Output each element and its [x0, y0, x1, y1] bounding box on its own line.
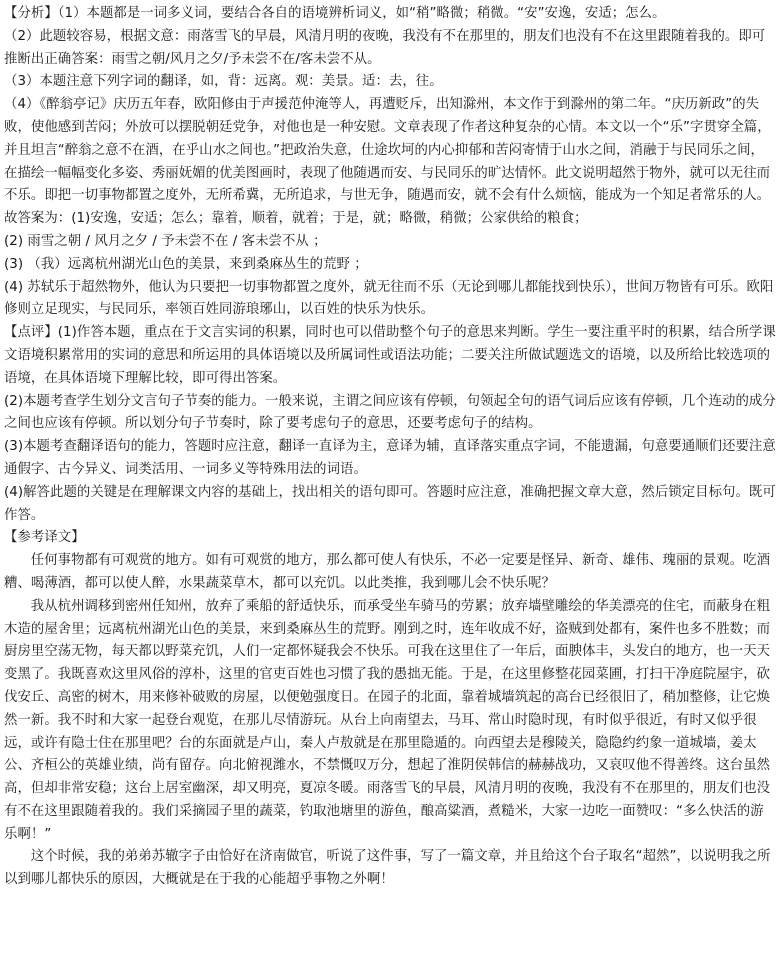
answer-intro: 故答案为：(1)安逸，安适；怎么；靠着，顺着，就着；于是，就；略微，稍微；公家供给的粮食；: [4, 211, 588, 227]
analysis-paragraph-1: [4, 3, 776, 26]
answer-3: (3) （我）远离杭州湖光山色的美景，来到桑麻丛生的荒野 ；: [4, 256, 368, 272]
analysis-paragraph-3: （3）本题注意下列字词的翻译，如，背：远离。观：美景。适：去，往。: [4, 74, 443, 90]
comment-paragraph-2: (2)本题考查学生划分文言句子节奏的能力。一般来说，主谓之间应该有停顿，句领起全句的语气词后应该有停顿，几个连动的成分之间也应该有停顿。所以划分句子节奏时，除了要考虑句子的意思，还要考虑句子的结构。: [4, 393, 776, 432]
translation-tag: 【参考译文】: [4, 530, 85, 546]
analysis-text-1: （1）本题都是一词多义词，要结合各自的语境辨析词义，如“稍”略微；稍微。“安”安逸，安适；怎么。: [57, 6, 666, 21]
translation-paragraph-2: 我从杭州调移到密州任知州，放弃了乘船的舒适快乐，而承受坐车骑马的劳累；放弃墙壁雕绘的华美漂亮的住宅，而蔽身在粗木造的屋舍里；远离杭州湖光山色的美景，来到桑麻丛生的荒野。刚到之时，连年收成不好，盗贼到处都有，案件也多不胜数；而厨房里空荡无物，每天都以野菜充饥，人们一定都怀疑我会不快乐。可我在这里住了一年后，面腴体丰，头发白的地方，也一天天变黑了。我既喜欢这里风俗的淳朴，这里的官吏百姓也习惯了我的愚拙无能。于是，在这里修整花园菜圃，打扫干净庭院屋宇，砍伐安丘、高密的树木，用来修补破败的房屋，以便勉强度日。在园子的北面，靠着城墙筑起的高台已经很旧了，稍加整修，让它焕然一新。我不时和大家一起登台观览，在那儿尽情游玩。从台上向南望去，马耳、常山时隐时现，有时似乎很近，有时又似乎很远，或许有隐士住在那里吧？台的东面就是卢山，秦人卢敖就是在那里隐遁的。向西望去是穆陵关，隐隐约约象一道城墙，姜太公、齐桓公的英雄业绩，尚有留存。向北俯视潍水，不禁慨叹万分，想起了淮阴侯韩信的赫赫战功，又哀叹他不得善终。这台虽然高，但却非常安稳；这台上居室幽深，却又明亮，夏凉冬暖。雨落雪飞的早晨，风清月明的夜晚，我没有不在那里的，朋友们也没有不在这里跟随着我的。我们采摘园子里的蔬菜，钓取池塘里的游鱼，酿高粱酒，煮糙米，大家一边吃一面赞叹：“多么快活的游乐啊！”: [4, 598, 771, 842]
comment-text-1: (1)作答本题，重点在于文言实词的积累，同时也可以借助整个句子的意思来判断。学生一要注重平时的积累，结合所学课文语境积累常用的实词的意思和所运用的具体语境以及所属词性或语法功能；二要关注所做试题选文的语境，以及所给比较选项的语境，在具体语境下理解比较，即可得出答案。: [4, 325, 776, 386]
analysis-paragraph-2: （2）此题较容易，根据文意：雨落雪飞的早晨，风清月明的夜晚，我没有不在那里的，朋友们也没有不在这里跟随着我的。即可推断出正确答案：雨雪之朝/风月之夕/予未尝不在/客未尝不从。: [4, 28, 766, 67]
comment-paragraph-1: [4, 322, 776, 390]
translation-paragraph-1: 任何事物都有可观赏的地方。如有可观赏的地方，那么都可使人有快乐，不必一定要是怪异、新奇、雄伟、瑰丽的景观。吃酒糟、喝薄酒，都可以使人醉，水果蔬菜草木，都可以充饥。以此类推，我到哪儿会不快乐呢？: [4, 553, 771, 591]
answer-2: (2) 雨雪之朝 / 风月之夕 / 予未尝不在 / 客未尝不从 ；: [4, 233, 327, 249]
answer-4: (4) 苏轼乐于超然物外，他认为只要把一切事物都置之度外，就无往而不乐（无论到哪儿都能找到快乐），世间万物皆有可乐。欧阳修则立足现实，与民同乐，率领百姓同游琅琊山，以百姓的快乐为快乐。: [4, 279, 774, 318]
comment-paragraph-3: (3)本题考查翻译语句的能力，答题时应注意，翻译一直译为主，意译为辅，直译落实重点字词，不能遗漏，句意要通顺们还要注意通假字、古今异义、词类活用、一词多义等特殊用法的词语。: [4, 439, 776, 477]
comment-paragraph-4: (4)解答此题的关键是在理解课文内容的基础上，找出相关的语句即可。答题时应注意，准确把握文章大意，然后锁定目标句。既可作答。: [4, 484, 776, 523]
comment-tag: 【点评】: [4, 325, 58, 341]
analysis-paragraph-4: （4）《醉翁亭记》庆历五年春，欧阳修由于声援范仲淹等人，再遭贬斥，出知滁州，本文作于到滁州的第二年。“庆历新政”的失败，使他感到苦闷；外放可以摆脱朝廷党争，对他也是一种安慰。文章表现了作者这种复杂的心情。本文以一个“乐”字贯穿全篇，并且坦言“醉翁之意不在酒，在乎山水之间也。”把政治失意，仕途坎坷的内心抑郁和苦闷寄情于山水之间，消融于与民同乐之间，在描绘一幅幅变化多姿、秀丽妩媚的优美图画时，表现了他随遇而安、与民同乐的旷达情怀。此文说明超然于物外，就可以无往而不乐。即把一切事物都置之度外，无所希冀，无所追求，与世无争，随遇而安，就不会有什么烦恼，能成为一个知足者常乐的人。: [4, 97, 771, 204]
analysis-tag: 【分析】: [4, 6, 58, 21]
translation-paragraph-3: 这个时候，我的弟弟苏辙字子由恰好在济南做官，听说了这件事，写了一篇文章，并且给这个台子取名“超然”，以说明我之所以到哪儿都快乐的原因，大概就是在于我的心能超乎事物之外啊！: [4, 849, 771, 888]
